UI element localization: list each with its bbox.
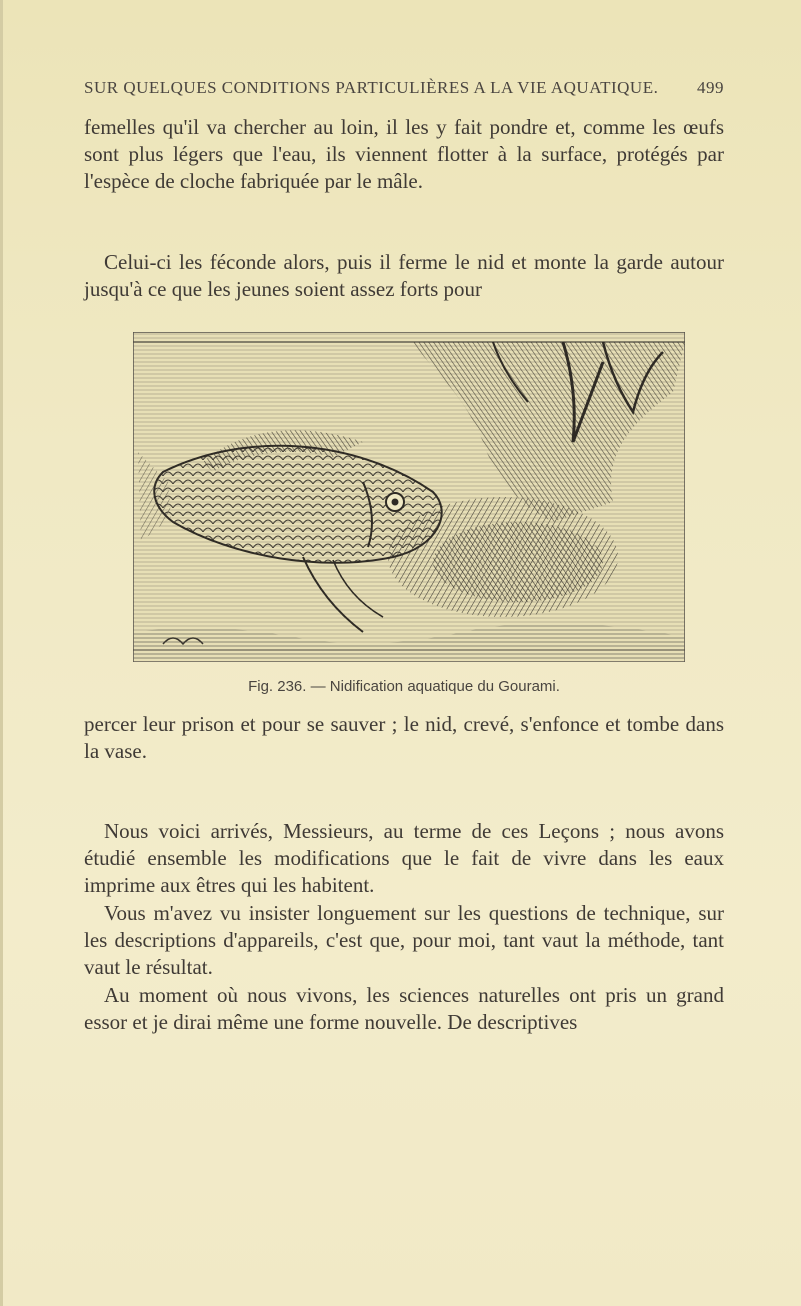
gourami-nest-illustration — [133, 332, 685, 662]
paragraph-3: percer leur prison et pour se sauver ; le nid, crevé, s'enfonce et tombe dans la vase. — [84, 712, 724, 763]
paragraph-1: femelles qu'il va chercher au loin, il les y fait pondre et, comme les œufs sont plus légers que l'eau, ils viennent flotter à la surface, protégés par l'espèce de cloche fabriquée par le mâle. — [84, 115, 724, 193]
engraving-illustration — [133, 332, 685, 662]
paragraph-5: Vous m'avez vu insister longuement sur les questions de technique, sur les descriptions d'appareils, c'est que, pour moi, tant vaut la méthode, tant vaut le résultat. — [84, 901, 724, 979]
paragraph-6: Au moment où nous vivons, les sciences naturelles ont pris un grand essor et je dirai même une forme nouvelle. De descriptives — [84, 983, 724, 1034]
figure-caption: Fig. 236. — Nidification aquatique du Gourami. — [248, 678, 560, 695]
page-number: 499 — [697, 78, 724, 97]
paragraph-2: Celui-ci les féconde alors, puis il ferme le nid et monte la garde autour jusqu'à ce que les jeunes soient assez forts pour — [84, 250, 724, 301]
running-header — [84, 78, 724, 104]
running-title: SUR QUELQUES CONDITIONS PARTICULIÈRES A LA VIE AQUATIQUE. — [84, 78, 659, 97]
paragraph-4: Nous voici arrivés, Messieurs, au terme de ces Leçons ; nous avons étudié ensemble les modifications que le fait de vivre dans les eaux imprime aux êtres qui les habitent. — [84, 819, 724, 897]
page-edge — [0, 0, 3, 1306]
